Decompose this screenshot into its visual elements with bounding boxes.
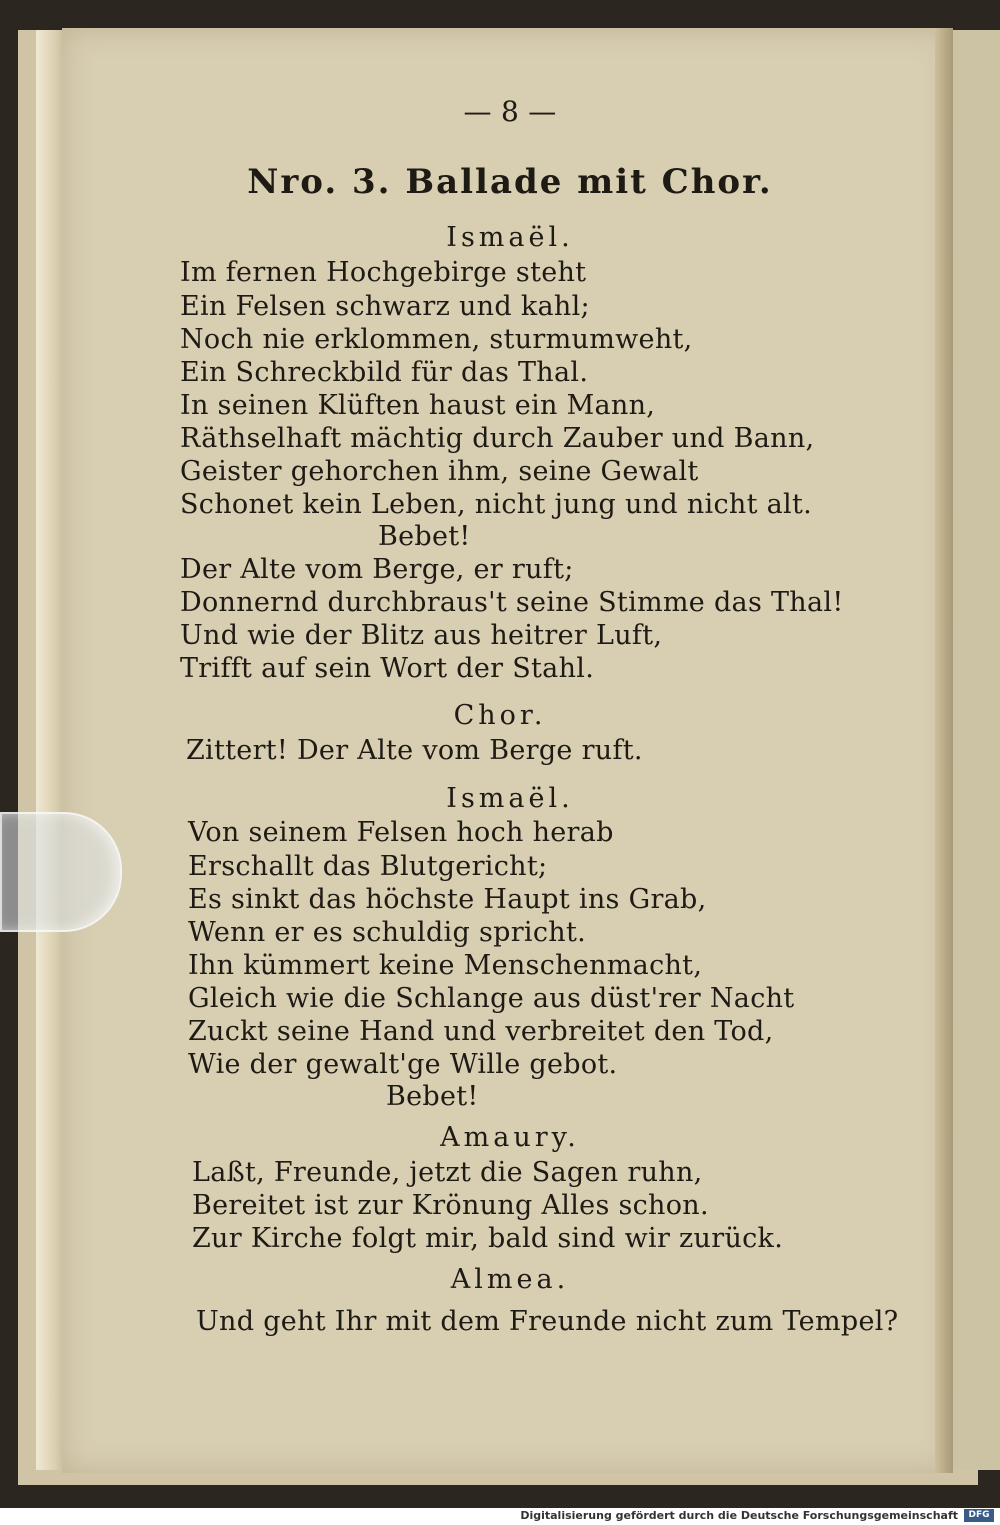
verse-line: Ein Felsen schwarz und kahl; [180, 291, 590, 322]
verse-line: In seinen Klüften haust ein Mann, [180, 390, 656, 421]
verse-line: Geister gehorchen ihm, seine Gewalt [180, 456, 699, 487]
verse-line: Zur Kirche folgt mir, bald sind wir zurück. [192, 1223, 784, 1254]
verse-line: Wie der gewalt'ge Wille gebot. [188, 1049, 618, 1080]
verse-line: Erschallt das Blutgericht; [188, 851, 548, 882]
verse-line: Und geht Ihr mit dem Freunde nicht zum Tempel? [196, 1306, 899, 1337]
dfg-logo: DFG [964, 1509, 994, 1522]
verse-line: Bebet! [386, 1081, 479, 1112]
verse-line: Noch nie erklommen, sturmumweht, [180, 324, 693, 355]
verse-line: Bereitet ist zur Krönung Alles schon. [192, 1190, 709, 1221]
verse-line: Trifft auf sein Wort der Stahl. [180, 653, 595, 684]
verse-line: Der Alte vom Berge, er ruft; [180, 554, 574, 585]
verse-line: Zuckt seine Hand und verbreitet den Tod, [188, 1016, 774, 1047]
speaker-almea: Almea. [450, 1264, 570, 1295]
verse-line: Und wie der Blitz aus heitrer Luft, [180, 620, 663, 651]
verse-line: Von seinem Felsen hoch herab [188, 817, 614, 848]
verse-line: Donnernd durchbraus't seine Stimme das Thal! [180, 587, 844, 618]
verse-line: Ihn kümmert keine Menschenmacht, [188, 950, 703, 981]
verse-line: Es sinkt das höchste Haupt ins Grab, [188, 884, 707, 915]
verse-line: Laßt, Freunde, jetzt die Sagen ruhn, [192, 1157, 703, 1188]
footer-credit: Digitalisierung gefördert durch die Deutsche Forschungsgemeinschaft [520, 1509, 958, 1522]
speaker-ismael: Ismaël. [446, 222, 574, 253]
verse-line: Wenn er es schuldig spricht. [188, 917, 586, 948]
verse-line: Schonet kein Leben, nicht jung und nicht alt. [180, 489, 812, 520]
verse-line: Räthselhaft mächtig durch Zauber und Bann, [180, 423, 815, 454]
speaker-amaury: Amaury. [440, 1122, 580, 1153]
speaker-chor: Chor. [453, 700, 547, 731]
verse-line: Ein Schreckbild für das Thal. [180, 357, 589, 388]
page-title: Nro. 3. Ballade mit Chor. [247, 162, 773, 202]
verse-line: Gleich wie die Schlange aus düst'rer Nacht [188, 983, 795, 1014]
speaker-ismael: Ismaël. [446, 783, 574, 814]
verse-line: Zittert! Der Alte vom Berge ruft. [186, 735, 643, 766]
page-number: — 8 — [463, 95, 557, 128]
verse-line: Bebet! [378, 521, 471, 552]
verse-line: Im fernen Hochgebirge steht [180, 257, 587, 288]
